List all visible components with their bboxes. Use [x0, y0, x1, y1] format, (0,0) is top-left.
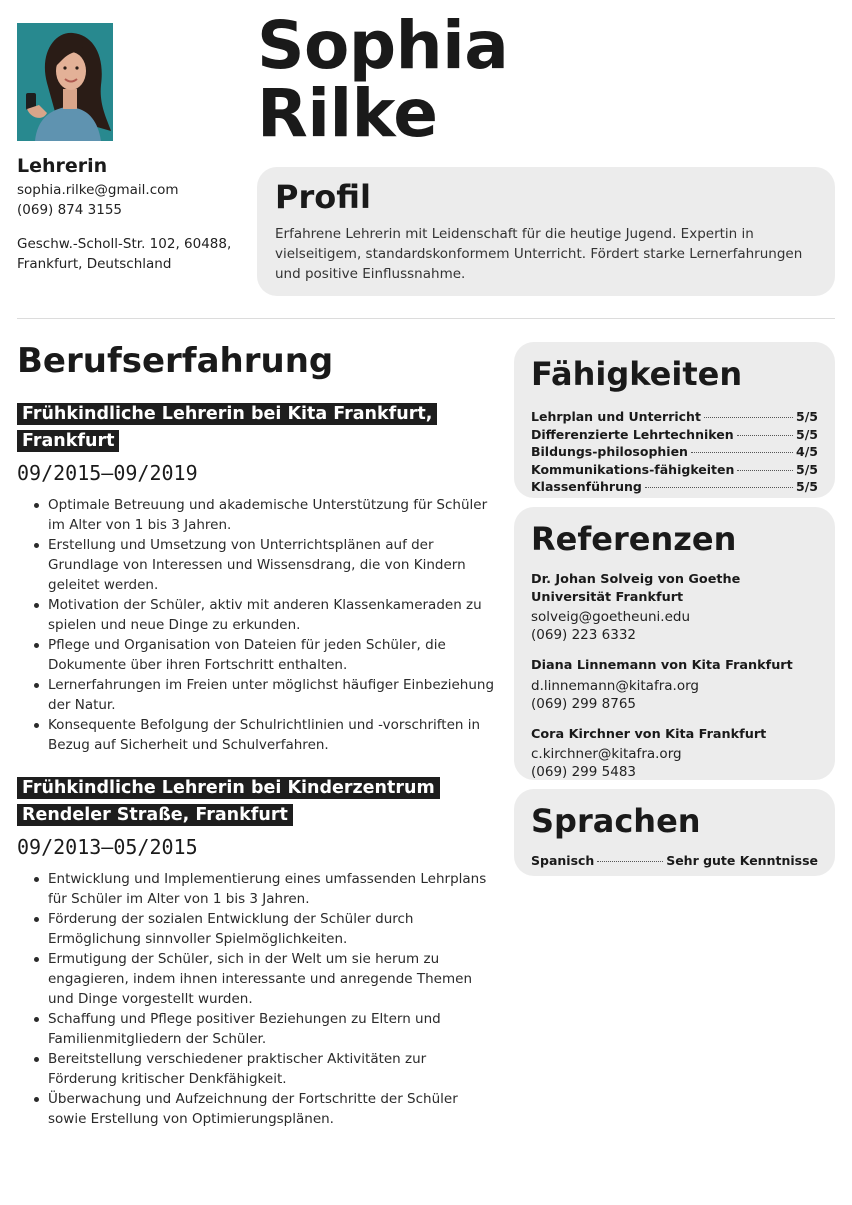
- job-entry: [17, 401, 495, 755]
- reference-name: Cora Kirchner von Kita Frankfurt: [531, 726, 767, 742]
- profile-photo: [17, 23, 113, 141]
- reference-phone[interactable]: (069) 299 5483: [531, 764, 637, 780]
- skill-level: 5/5: [796, 426, 818, 442]
- list-item: Optimale Betreuung und akademische Unterstützung für Schüler im Alter von 1 bis 3 Jahren.: [17, 495, 495, 535]
- reference-entry: [531, 571, 818, 644]
- job-dates: 09/2015—09/2019: [17, 461, 198, 485]
- address-line-2: Frankfurt, Deutschland: [17, 256, 172, 272]
- job-bullets: [17, 869, 495, 1129]
- list-item: Entwicklung und Implementierung eines umfassenden Lehrplans für Schüler im Alter von 1 bis 3 Jahren.: [17, 869, 495, 909]
- skills-heading: Fähigkeiten: [531, 355, 743, 393]
- job-dates: 09/2013—05/2015: [17, 835, 198, 859]
- reference-entry: [531, 657, 818, 713]
- skill-row: [531, 461, 818, 479]
- reference-email[interactable]: solveig@goetheuni.edu: [531, 609, 691, 625]
- list-item: Bereitstellung verschiedener praktischer Aktivitäten zur Förderung kritischer Denkfähigkeit.: [17, 1049, 495, 1089]
- skills-list: [531, 408, 818, 496]
- skill-name: Bildungs-philosophien: [531, 444, 688, 459]
- reference-name: Dr. Johan Solveig von Goethe Universität Frankfurt: [531, 572, 741, 605]
- reference-email[interactable]: c.kirchner@kitafra.org: [531, 746, 682, 762]
- job-bullets: [17, 495, 495, 755]
- reference-name: Diana Linnemann von Kita Frankfurt: [531, 658, 793, 673]
- list-item: Motivation der Schüler, aktiv mit anderen Klassenkameraden zu spielen und neue Dinge zu erkunden.: [17, 595, 495, 635]
- contact-block: [17, 180, 247, 274]
- experience-section: [17, 338, 495, 1129]
- list-item: Ermutigung der Schüler, sich in der Welt um sie herum zu engagieren, indem ihnen interessante und anregende Themen und Dinge vorgestellt wurden.: [17, 949, 495, 1009]
- language-name: Spanisch: [531, 853, 595, 868]
- profile-heading: Profil: [275, 178, 371, 216]
- list-item: Überwachung und Aufzeichnung der Fortschritte der Schüler sowie Erstellung von Optimierungsplänen.: [17, 1089, 495, 1129]
- experience-heading: Berufserfahrung: [17, 341, 334, 381]
- language-row: [531, 852, 818, 870]
- job-title: Lehrerin: [17, 155, 108, 177]
- profile-text: Erfahrene Lehrerin mit Leidenschaft für die heutige Jugend. Expertin in vielseitigem, standardskonformem Unterricht. Fördert starke Lernerfahrungen und positive Einflussnahme.: [275, 226, 803, 282]
- skill-row: [531, 408, 818, 426]
- skill-row: [531, 426, 818, 444]
- phone[interactable]: (069) 874 3155: [17, 202, 123, 218]
- reference-phone[interactable]: (069) 223 6332: [531, 627, 637, 643]
- skill-row: [531, 478, 818, 496]
- profile-card: [257, 167, 835, 296]
- languages-card: [514, 789, 835, 876]
- references-card: [514, 507, 835, 780]
- skill-level: 5/5: [796, 409, 818, 424]
- skill-name: Klassenführung: [531, 479, 642, 494]
- first-name: Sophia: [257, 7, 509, 84]
- reference-email[interactable]: d.linnemann@kitafra.org: [531, 677, 699, 694]
- skills-card: [514, 342, 835, 498]
- skill-row: [531, 443, 818, 461]
- skill-name: Lehrplan und Unterricht: [531, 409, 701, 424]
- job-heading: [17, 401, 495, 455]
- job-title: Frühkindliche Lehrerin bei Kita Frankfurt, Frankfurt: [17, 403, 437, 452]
- list-item: Pflege und Organisation von Dateien für jeden Schüler, die Dokumente über ihren Fortschritt enthalten.: [17, 635, 495, 675]
- last-name: Rilke: [257, 75, 438, 152]
- skill-level: 5/5: [796, 461, 818, 477]
- email[interactable]: sophia.rilke@gmail.com: [17, 182, 179, 198]
- list-item: Konsequente Befolgung der Schulrichtlinien und -vorschriften in Bezug auf Sicherheit und Schulverfahren.: [17, 715, 495, 755]
- skill-level: 4/5: [796, 444, 818, 459]
- language-level: Sehr gute Kenntnisse: [666, 853, 818, 868]
- list-item: Förderung der sozialen Entwicklung der Schüler durch Ermöglichung sinnvoller Spielmöglichkeiten.: [17, 909, 495, 949]
- skill-name: Differenzierte Lehrtechniken: [531, 426, 734, 442]
- languages-list: [531, 852, 818, 870]
- job-heading: [17, 775, 495, 829]
- skill-level: 5/5: [796, 479, 818, 494]
- candidate-name: [257, 7, 509, 152]
- references-heading: Referenzen: [531, 520, 737, 558]
- reference-entry: [531, 726, 818, 782]
- job-entry: [17, 775, 495, 1129]
- languages-heading: Sprachen: [531, 802, 701, 840]
- address-line-1: Geschw.-Scholl-Str. 102, 60488,: [17, 236, 232, 252]
- list-item: Schaffung und Pflege positiver Beziehungen zu Eltern und Familienmitgliedern der Schüler.: [17, 1009, 495, 1049]
- section-divider: [17, 318, 835, 319]
- list-item: Erstellung und Umsetzung von Unterrichtsplänen auf der Grundlage von Interessen und Wissensdrang, die von Kindern geleitet werden.: [17, 535, 495, 595]
- skill-name: Kommunikations-fähigkeiten: [531, 461, 735, 477]
- list-item: Lernerfahrungen im Freien unter möglichst häufiger Einbeziehung der Natur.: [17, 675, 495, 715]
- reference-phone[interactable]: (069) 299 8765: [531, 695, 637, 712]
- job-title: Frühkindliche Lehrerin bei Kinderzentrum Rendeler Straße, Frankfurt: [17, 777, 440, 826]
